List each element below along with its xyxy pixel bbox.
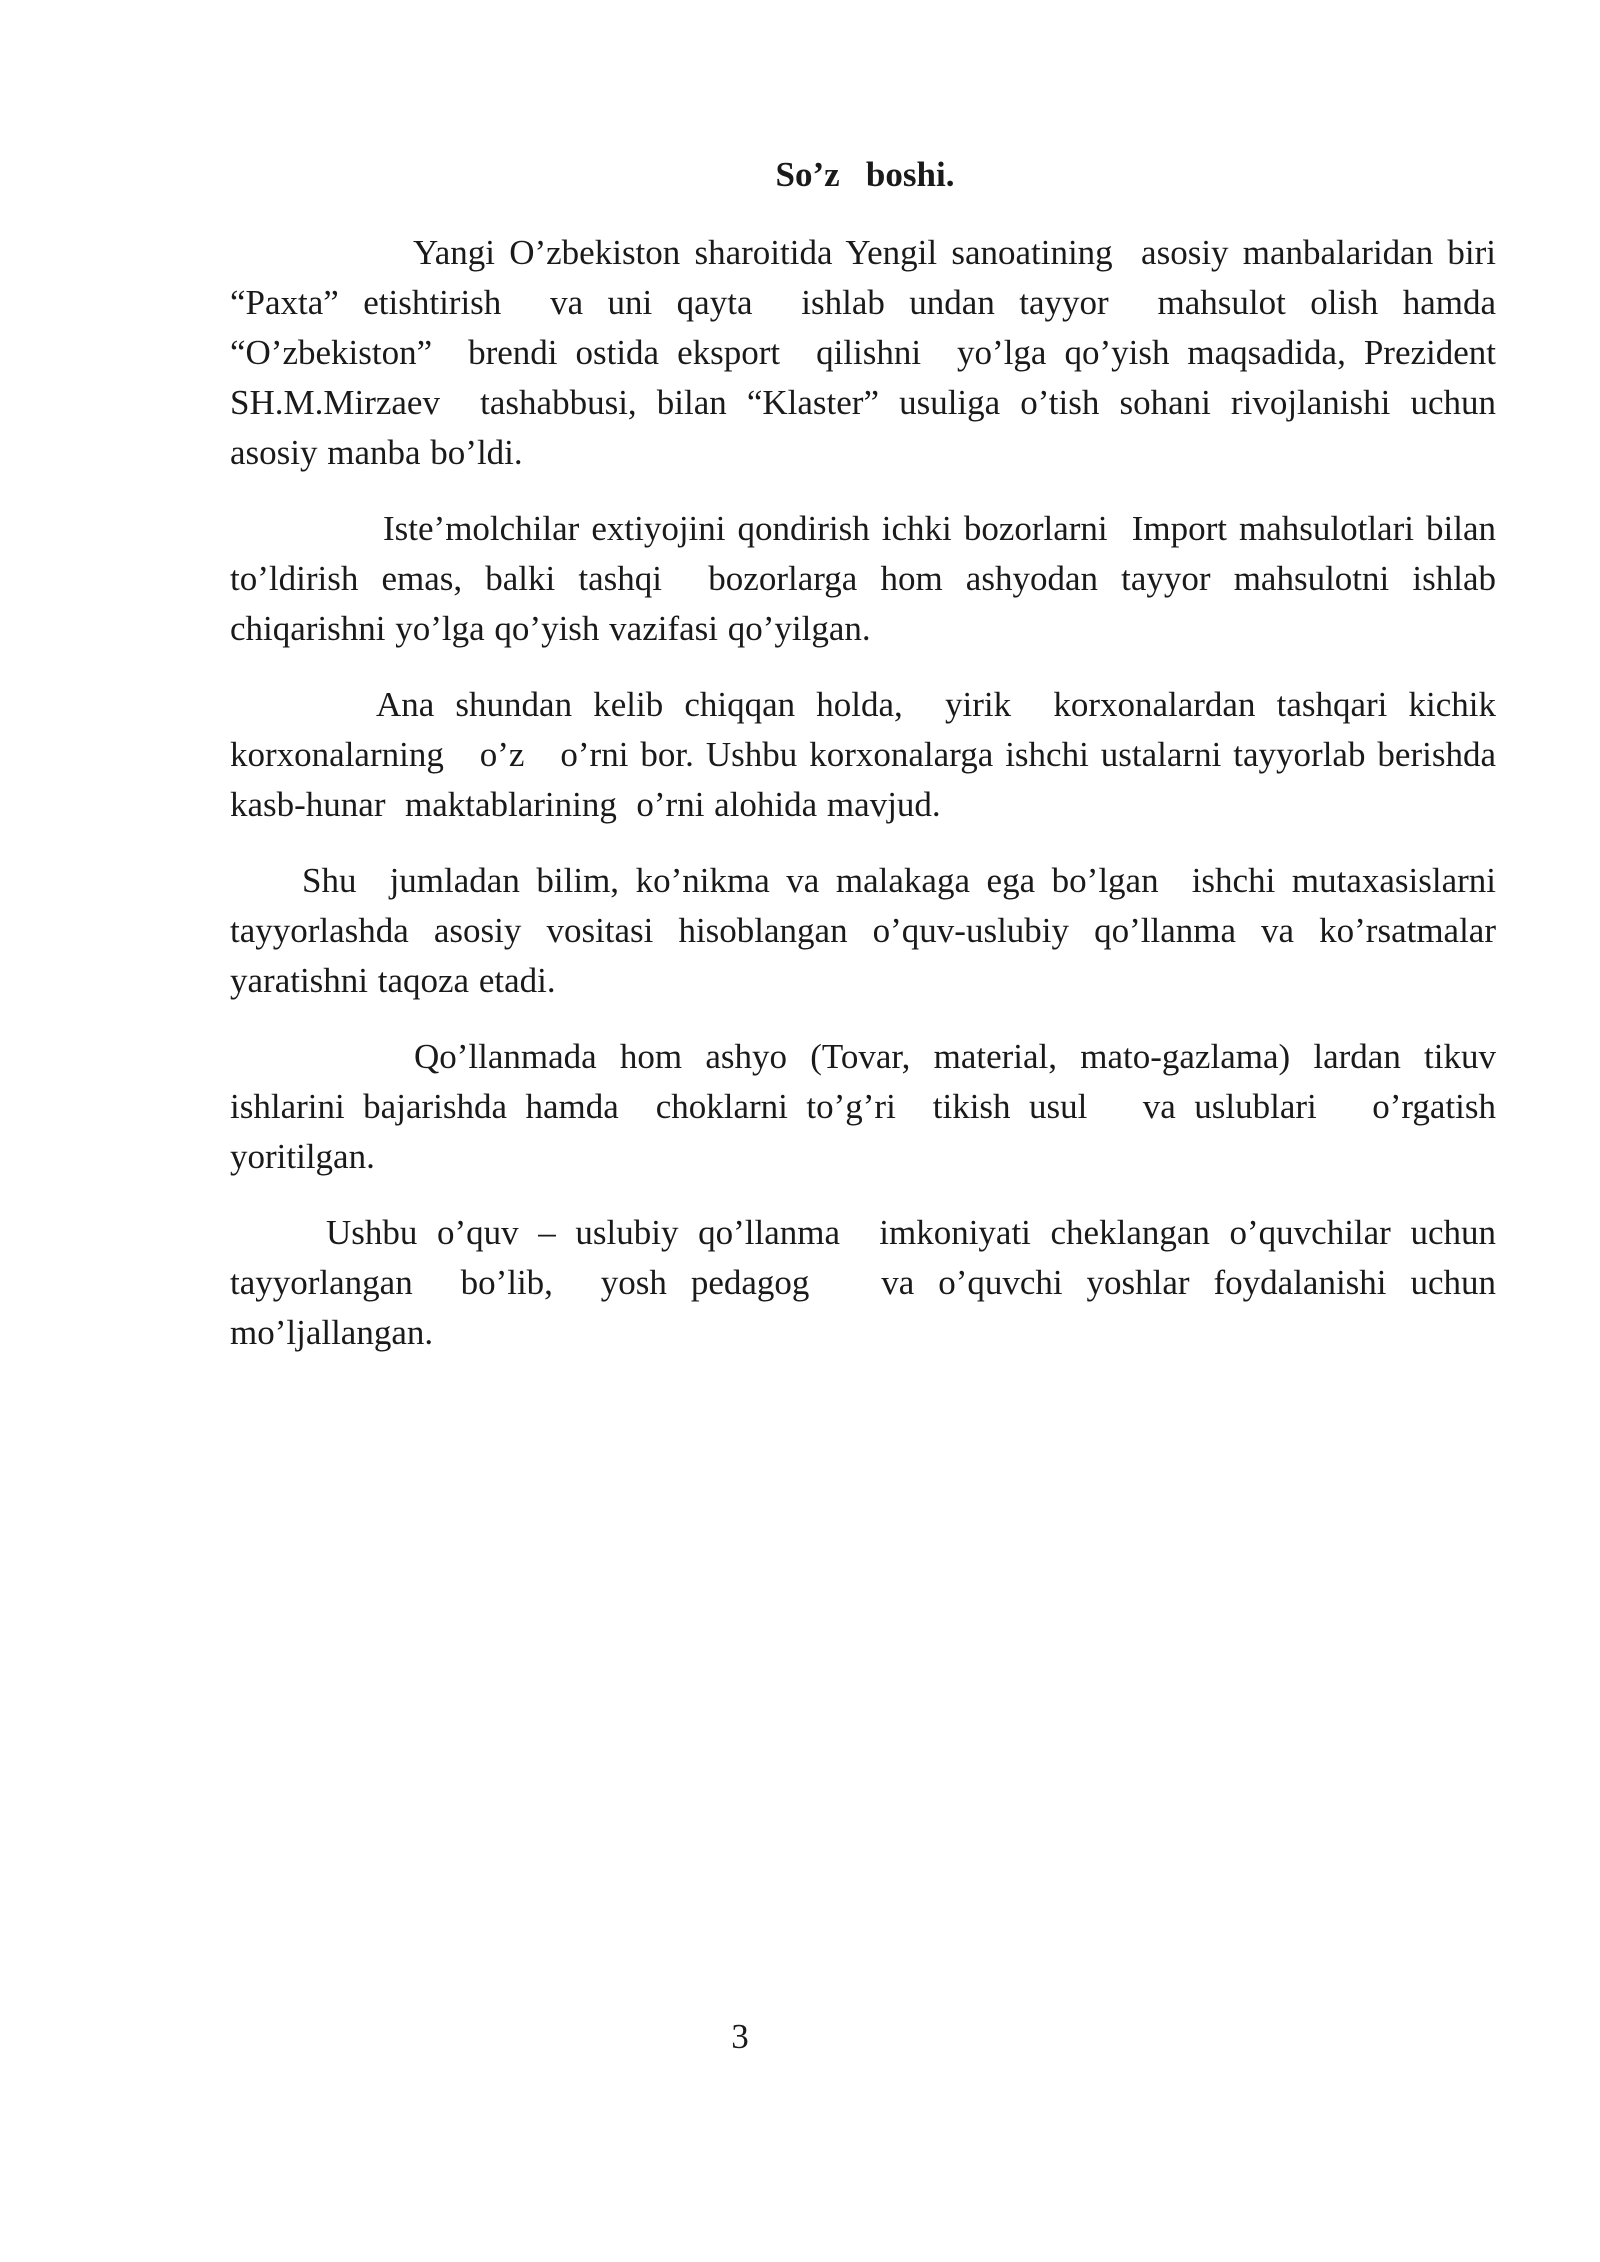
paragraph-6: Ushbu o’quv – uslubiy qo’llanma imkoniyati cheklangan o’quvchilar uchun tayyorlangan bo’lib, yosh pedagog va o’quvchi yoshlar foydalanishi uchun mo’ljallangan. — [230, 1213, 1506, 1352]
paragraph-1: Yangi O’zbekiston sharoitida Yengil sanoatining asosiy manbalaridan biri “Paxta” etishtirish va uni qayta ishlab undan tayyor mahsulot olish hamda “O’zbekiston” brendi ostida eksport qilishni yo’lga qo’yish maqsadida, Prezident SH.M.Mirzaev tashabbusi, bilan “Klaster” usuliga o’tish sohani rivojlanishi uchun asosiy manba bo’ldi. — [230, 233, 1516, 472]
page-title: So’z boshi. — [775, 155, 955, 194]
document-body — [230, 228, 1516, 1384]
page-number: 3 — [731, 2017, 749, 2056]
paragraph-2: Iste’molchilar extiyojini qondirish ichki bozorlarni Import mahsulotlari bilan to’ldirish emas, balki tashqi bozorlarga hom ashyodan tayyor mahsulotni ishlab chiqarishni yo’lga qo’yish vazifasi qo’yilgan. — [230, 509, 1506, 648]
paragraph-5: Qo’llanmada hom ashyo (Tovar, material, mato-gazlama) lardan tikuv ishlarini bajarishda hamda choklarni to’g’ri tikish usul va uslublari o’rgatish yoritilgan. — [230, 1037, 1506, 1176]
paragraph-4: Shu jumladan bilim, ko’nikma va malakaga ega bo’lgan ishchi mutaxasislarni tayyorlashda asosiy vositasi hisoblangan o’quv-uslubiy qo’llanma va ko’rsatmalar yaratishni taqoza etadi. — [230, 861, 1506, 1000]
paragraph-3: Ana shundan kelib chiqqan holda, yirik korxonalardan tashqari kichik korxonalarning o’z o’rni bor. Ushbu korxonalarga ishchi ustalarni tayyorlab berishda kasb-hunar maktablarining o’rni alohida mavjud. — [230, 685, 1506, 824]
